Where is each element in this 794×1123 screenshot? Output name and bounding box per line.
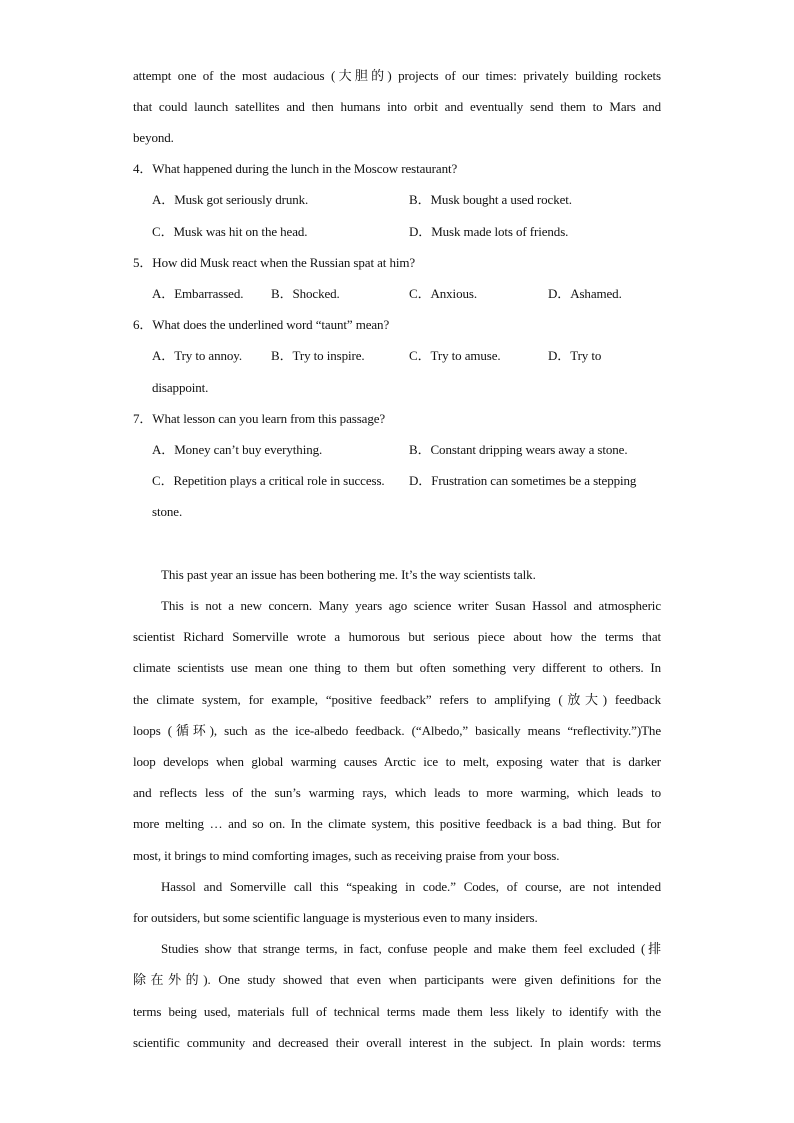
paragraph-2-line: more melting … and so on. In the climate system, this positive feedback is a bad thing. But for	[133, 816, 661, 831]
option-6d[interactable]: D．Try to	[548, 348, 602, 363]
paragraph-4-line: Studies show that strange terms, in fact, confuse people and make them feel excluded (排	[161, 941, 661, 956]
question-stem-7: 7．What lesson can you learn from this passage?	[133, 411, 386, 426]
paragraph-2-line: most, it brings to mind comforting images, such as receiving praise from your boss.	[133, 848, 560, 863]
paragraph-2-line: the climate system, for example, “positive feedback” refers to amplifying (放大) feedback	[133, 692, 661, 707]
paragraph-2-line: climate scientists use mean one thing to them but often something very different to others. In	[133, 660, 661, 675]
option-7d[interactable]: D．Frustration can sometimes be a stepping	[409, 473, 637, 488]
option-6a[interactable]: A．Try to annoy.	[152, 348, 242, 363]
option-5d[interactable]: D．Ashamed.	[548, 286, 622, 301]
paragraph-2-line: loops (循环), such as the ice-albedo feedback. (“Albedo,” basically means “reflectivity.”)The	[133, 723, 661, 738]
question-stem-4: 4．What happened during the lunch in the Moscow restaurant?	[133, 161, 458, 176]
paragraph-2-line: and reflects less of the sun’s warming rays, which leads to more warming, which leads to	[133, 785, 661, 800]
paragraph-2-line: scientist Richard Somerville wrote a humorous but serious piece about how the terms that	[133, 629, 661, 644]
paragraph-1-line: This past year an issue has been bothering me. It’s the way scientists talk.	[161, 567, 536, 582]
question-stem-6: 6．What does the underlined word “taunt” mean?	[133, 317, 390, 332]
option-6b[interactable]: B．Try to inspire.	[271, 348, 365, 363]
paragraph-3-line: Hassol and Somerville call this “speaking in code.” Codes, of course, are not intended	[161, 879, 661, 894]
passage-line: attempt one of the most audacious (大胆的) projects of our times: privately building rockets	[133, 68, 661, 83]
option-7d-continuation: stone.	[152, 504, 183, 519]
option-5c[interactable]: C．Anxious.	[409, 286, 477, 301]
paragraph-4-line: terms being used, materials full of technical terms made them less likely to identify with the	[133, 1004, 661, 1019]
paragraph-4-line: 除在外的). One study showed that even when participants were given definitions for the	[133, 972, 661, 987]
passage-line: beyond.	[133, 130, 174, 145]
option-7a[interactable]: A．Money can’t buy everything.	[152, 442, 323, 457]
option-5a[interactable]: A．Embarrassed.	[152, 286, 244, 301]
option-5b[interactable]: B．Shocked.	[271, 286, 340, 301]
question-stem-5: 5．How did Musk react when the Russian spat at him?	[133, 255, 416, 270]
paragraph-4-line: scientific community and decreased their overall interest in the subject. In plain words: terms	[133, 1035, 661, 1050]
option-4b[interactable]: B．Musk bought a used rocket.	[409, 192, 572, 207]
paragraph-3-line: for outsiders, but some scientific language is mysterious even to many insiders.	[133, 910, 538, 925]
option-7c[interactable]: C．Repetition plays a critical role in success.	[152, 473, 385, 488]
option-7b[interactable]: B．Constant dripping wears away a stone.	[409, 442, 628, 457]
option-6d-continuation: disappoint.	[152, 380, 209, 395]
paragraph-2-line: loop develops when global warming causes Arctic ice to melt, exposing water that is darker	[133, 754, 661, 769]
paragraph-2-line: This is not a new concern. Many years ago science writer Susan Hassol and atmospheric	[161, 598, 661, 613]
option-6c[interactable]: C．Try to amuse.	[409, 348, 501, 363]
option-4d[interactable]: D．Musk made lots of friends.	[409, 224, 569, 239]
option-4c[interactable]: C．Musk was hit on the head.	[152, 224, 308, 239]
passage-line: that could launch satellites and then humans into orbit and eventually send them to Mars and	[133, 99, 661, 114]
option-4a[interactable]: A．Musk got seriously drunk.	[152, 192, 309, 207]
